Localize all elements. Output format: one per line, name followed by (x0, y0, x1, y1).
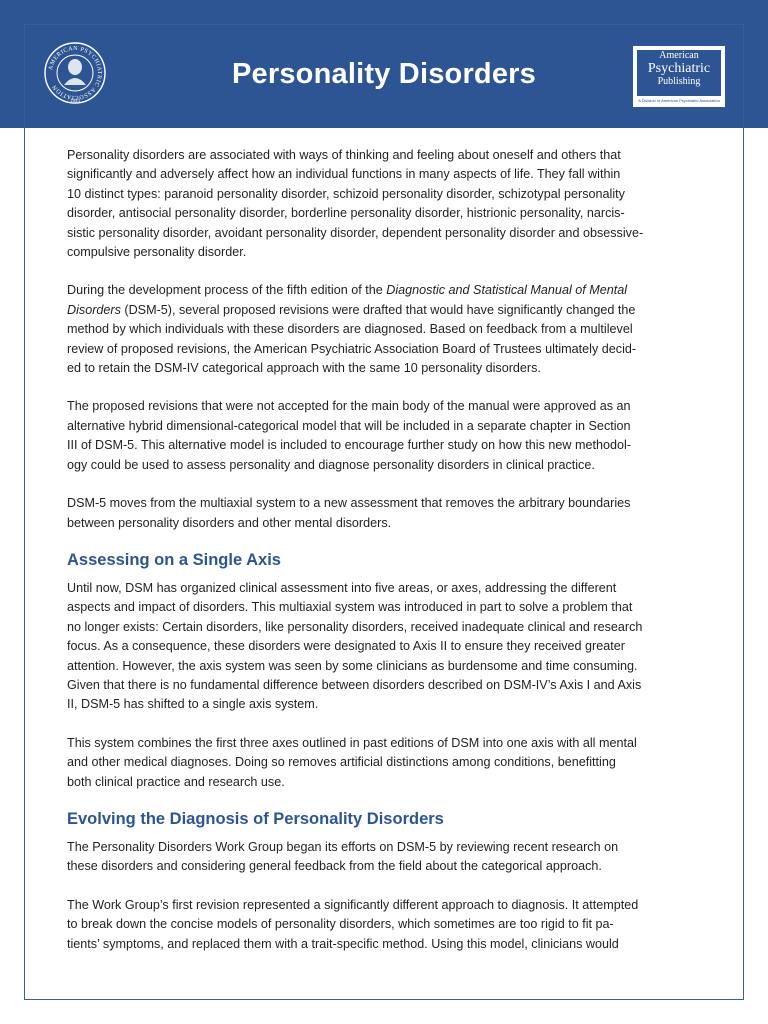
section-heading-single-axis: Assessing on a Single Axis (67, 550, 281, 569)
publisher-logo-subtitle: A Division of American Psychiatric Association (638, 98, 720, 103)
text-line: DSM-5 moves from the multiaxial system to a new assessment that removes the arbitrary boundaries (67, 496, 631, 511)
text-line: attention. However, the axis system was seen by some clinicians as burdensome and time consuming. (67, 658, 638, 673)
text-line: tients’ symptoms, and replaced them with a trait-specific method. Using this model, clinicians would (67, 936, 619, 951)
text-line: aspects and impact of disorders. This multiaxial system was introduced in part to solve a problem that (67, 600, 633, 615)
text-line: to break down the concise models of personality disorders, which sometimes are too rigid to fit pa- (67, 917, 614, 932)
paragraph-combined-axes (67, 734, 707, 792)
paragraph-axis-history (67, 579, 707, 715)
seal-ring-text: AMERICAN PSYCHIATRIC ASSOCIATION (48, 45, 103, 101)
section-heading-evolving-diagnosis: Evolving the Diagnosis of Personality Disorders (67, 809, 444, 828)
text-line: alternative hybrid dimensional-categorical model that will be included in a separate chapter in Section (67, 418, 631, 433)
text-line: Given that there is no fundamental difference between disorders described on DSM-IV’s Axis I and Axis (67, 677, 642, 692)
text-line: Until now, DSM has organized clinical assessment into five areas, or axes, addressing the different (67, 580, 617, 595)
paragraph-dsm5-development (67, 281, 707, 378)
text-run: (DSM-5), several proposed revisions were drafted that would have significantly changed the (120, 302, 636, 317)
seal-year: 1844 (70, 99, 80, 104)
manual-title-italic: Diagnostic and Statistical Manual of Mental (386, 283, 628, 298)
text-line: III of DSM-5. This alternative model is included to encourage further study on how this new methodol- (67, 438, 631, 453)
paragraph-work-group (67, 838, 707, 877)
publisher-logo-line2: Psychiatric (647, 61, 711, 76)
text-line: significantly and adversely affect how an individual functions in many aspects of life. They fall within (67, 167, 621, 182)
text-line: review of proposed revisions, the American Psychiatric Association Board of Trustees ultimately decid- (67, 341, 637, 356)
text-line: ed to retain the DSM-IV categorical approach with the same 10 personality disorders. (67, 361, 541, 376)
text-line: these disorders and considering general feedback from the field about the categorical approach. (67, 859, 602, 874)
paragraph-intro (67, 146, 707, 262)
text-line (67, 301, 707, 320)
manual-title-italic: Disorders (67, 302, 121, 317)
text-line: 10 distinct types: paranoid personality disorder, schizoid personality disorder, schizotypal personality (67, 186, 625, 201)
paragraph-multiaxial (67, 494, 707, 533)
text-line: method by which individuals with these disorders are diagnosed. Based on feedback from a multilevel (67, 322, 633, 337)
text-line: between personality disorders and other mental disorders. (67, 515, 392, 530)
page-title: Personality Disorders (232, 58, 536, 90)
publisher-logo-line3: Publishing (657, 76, 701, 87)
document-body (67, 146, 707, 954)
text-line: disorder, antisocial personality disorder, borderline personality disorder, histrionic personality, narcis- (67, 206, 625, 221)
text-line: both clinical practice and research use. (67, 774, 285, 789)
text-line: The Work Group’s first revision represented a significantly different approach to diagnosis. It attempted (67, 897, 639, 912)
text-line (67, 281, 707, 300)
text-line: Personality disorders are associated with ways of thinking and feeling about oneself and others that (67, 148, 621, 162)
text-line: focus. As a consequence, these disorders were designated to Axis II to ensure they received greater (67, 639, 625, 654)
text-line: This system combines the first three axes outlined in past editions of DSM into one axis with all mental (67, 735, 637, 750)
paragraph-alternative-model (67, 397, 707, 475)
text-line: no longer exists: Certain disorders, like personality disorders, received inadequate clinical and research (67, 619, 643, 634)
text-line: and other medical diagnoses. Doing so removes artificial distinctions among conditions, benefitting (67, 755, 616, 770)
text-line: sistic personality disorder, avoidant personality disorder, dependent personality disorder and obsessive- (67, 225, 644, 240)
text-line: compulsive personality disorder. (67, 245, 247, 260)
text-line: The Personality Disorders Work Group began its efforts on DSM-5 by reviewing recent research on (67, 839, 619, 854)
text-line: The proposed revisions that were not accepted for the main body of the manual were approved as an (67, 399, 631, 414)
text-line: II, DSM-5 has shifted to a single axis system. (67, 697, 319, 712)
text-run: During the development process of the fifth edition of the (67, 283, 387, 298)
text-line: ogy could be used to assess personality and diagnose personality disorders in clinical practice. (67, 457, 595, 472)
publisher-logo-line1: American (659, 50, 699, 61)
paragraph-first-revision (67, 896, 707, 954)
